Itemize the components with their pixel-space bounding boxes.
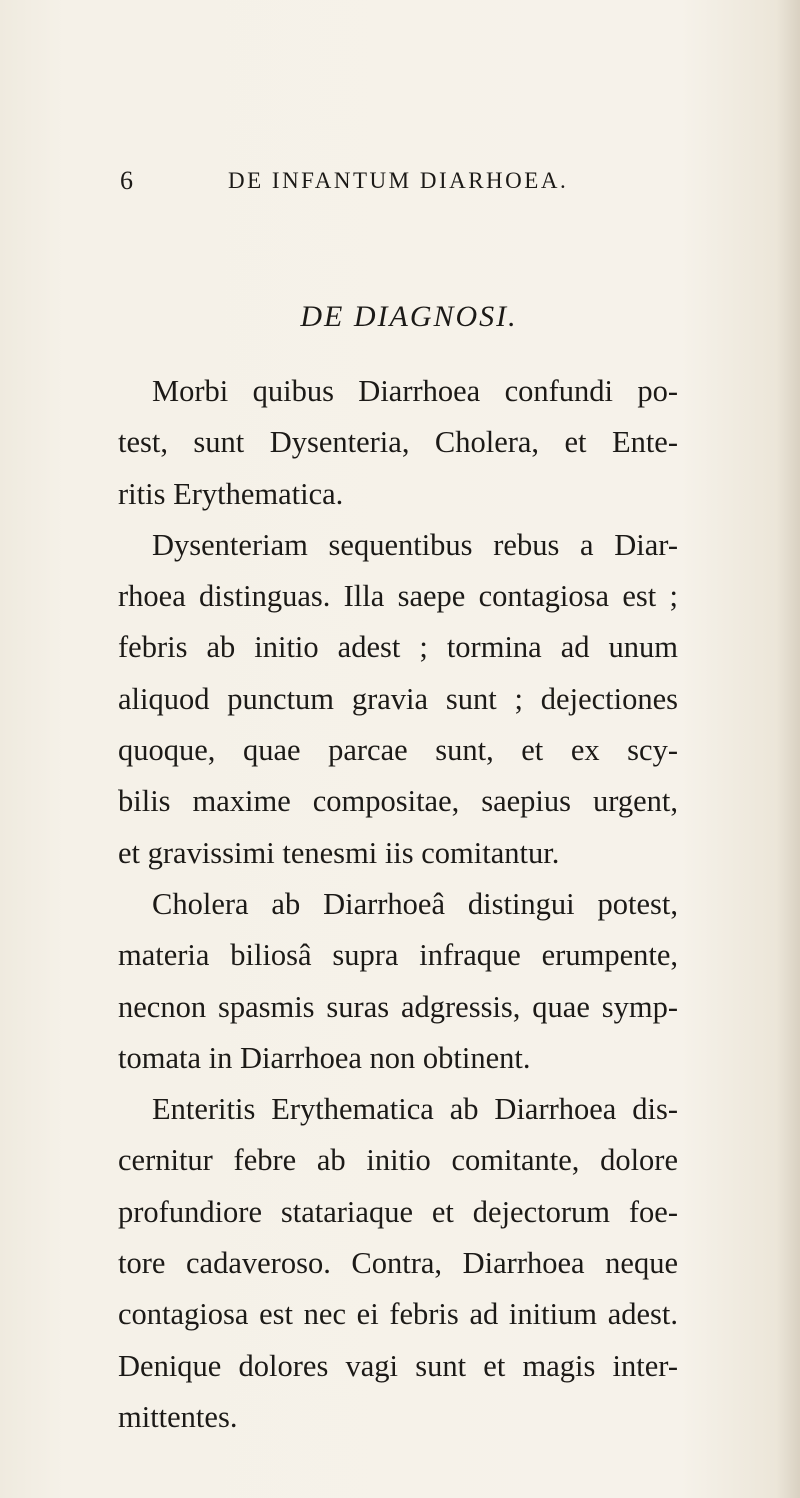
text-line: Denique dolores vagi sunt et magis inter- [118,1348,678,1383]
paragraph-4 [118,1084,678,1443]
text-line: necnon spasmis suras adgressis, quae symp- [118,989,678,1024]
text-line: ritis Erythematica. [118,476,344,511]
text-line: febris ab initio adest ; tormina ad unum [118,630,678,665]
page-header [120,166,680,206]
page-number: 6 [120,166,134,195]
text-line: Enteritis Erythematica ab Diarrhoea dis- [152,1092,678,1127]
text-line: cernitur febre ab initio comitante, dolore [118,1143,678,1178]
text-line: et gravissimi tenesmi iis comitantur. [118,835,560,870]
text-line: Morbi quibus Diarrhoea confundi po- [152,374,678,408]
text-line: bilis maxime compositae, saepius urgent, [118,784,678,819]
text-line: Cholera ab Diarrhoeâ distingui potest, [152,886,678,921]
paragraph-3 [118,879,678,1084]
paragraph-1 [118,366,678,520]
text-line: mittentes. [118,1399,238,1434]
section-title: DE DIAGNOSI. [300,300,518,333]
text-line: rhoea distinguas. Illa saepe contagiosa est ; [118,579,678,614]
paragraph-2 [118,520,678,879]
text-line: test, sunt Dysenteria, Cholera, et Ente- [118,425,678,460]
text-line: profundiore statariaque et dejectorum foe- [118,1194,678,1229]
text-line: contagiosa est nec ei febris ad initium adest. [118,1297,678,1332]
text-line: aliquod punctum gravia sunt ; dejectiones [118,681,678,716]
text-line: materia biliosâ supra infraque erumpente, [118,938,678,973]
text-line: Dysenteriam sequentibus rebus a Diar- [152,527,678,562]
body-text [118,366,678,1443]
text-line: quoque, quae parcae sunt, et ex scy- [118,733,678,768]
text-line: tore cadaveroso. Contra, Diarrhoea neque [118,1246,678,1281]
text-line: tomata in Diarrhoea non obtinent. [118,1040,531,1075]
running-head: DE INFANTUM DIARHOEA. [228,168,569,193]
